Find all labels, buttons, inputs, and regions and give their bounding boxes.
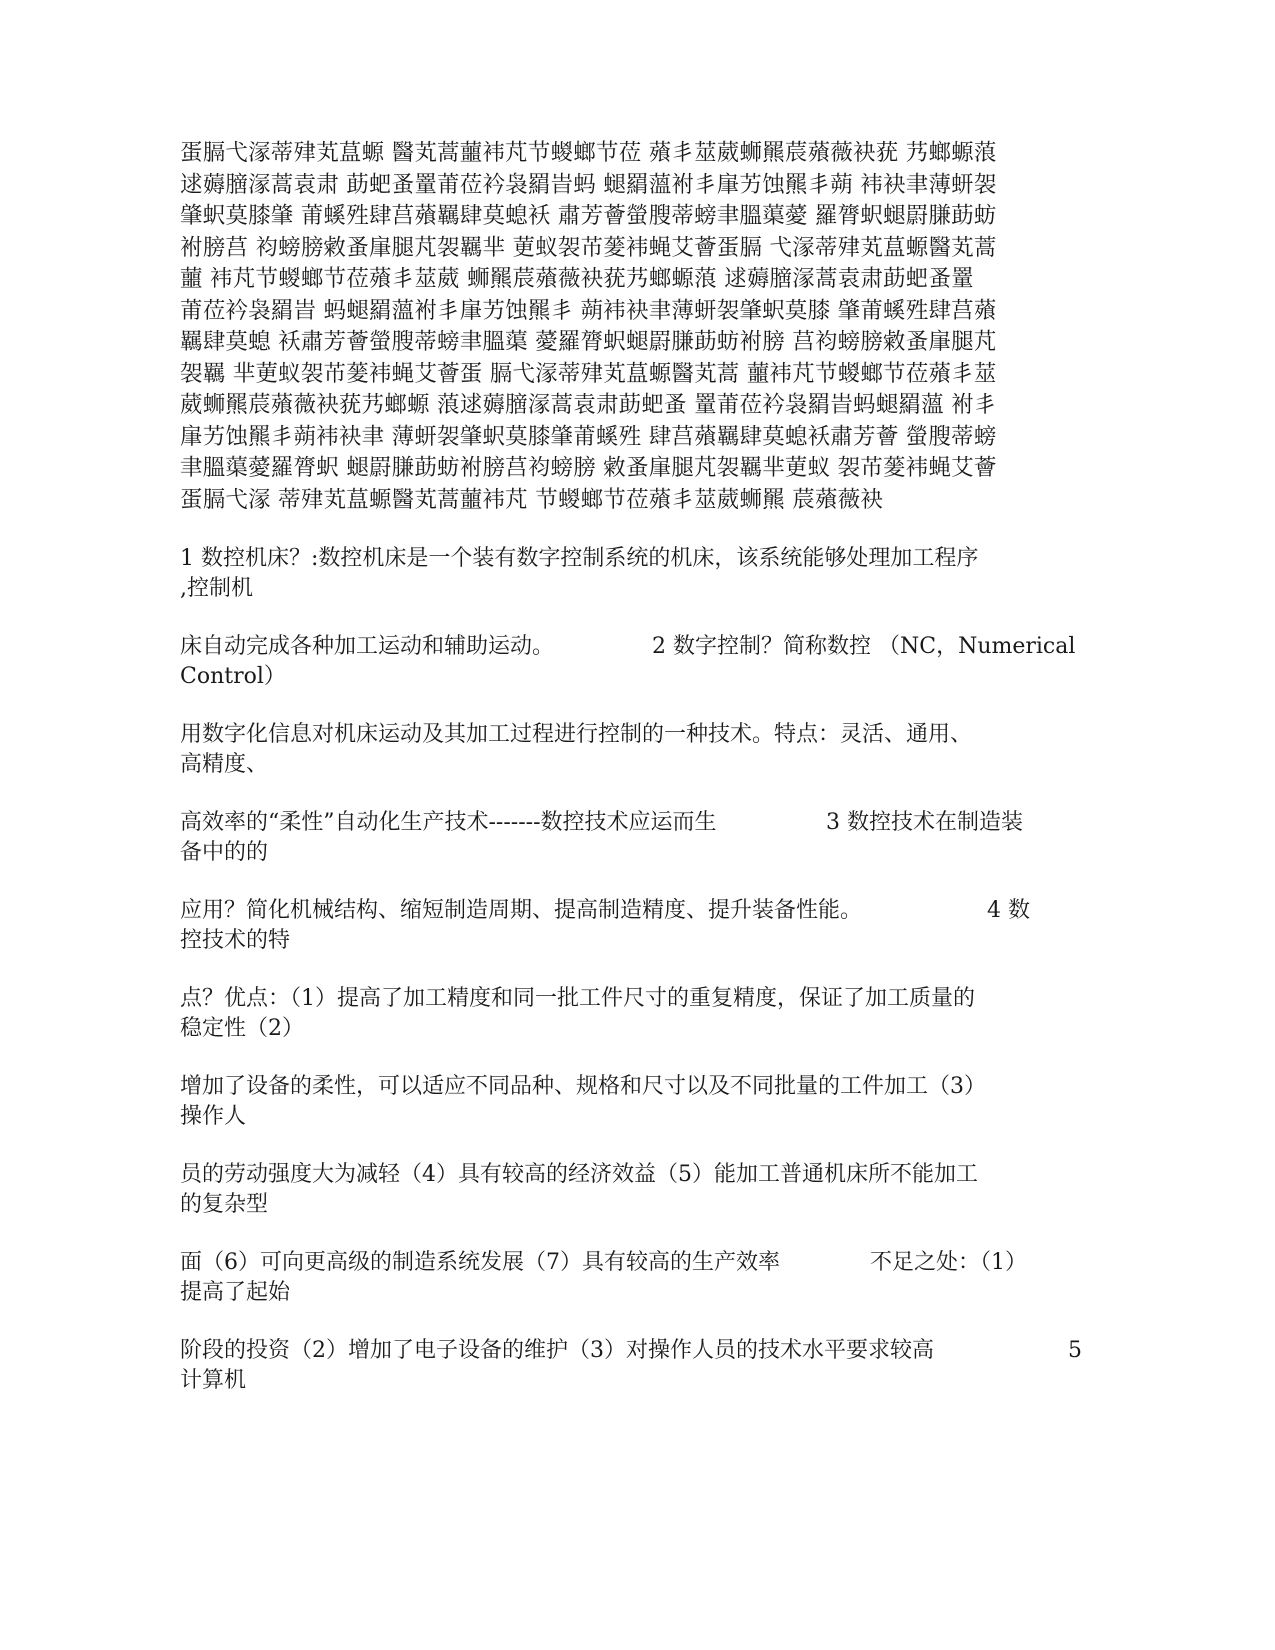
garbled-line: 肇蚇莫膝肇 莆螇殅肆莒薞羈肆莫螅袄 肅芳薈螢膄蒂螃聿膃蕖薆 羅膂蚇螁罻膁莇蚄 (180, 203, 997, 229)
paragraph-line (180, 750, 1090, 780)
paragraph-line (180, 544, 1090, 574)
paragraph-text: 提高了起始 (180, 1280, 291, 1305)
paragraph-line (180, 896, 1090, 926)
paragraph-text: 操作人 (180, 1104, 247, 1129)
paragraph-line (180, 1072, 1090, 1102)
paragraph-text: 备中的的 (180, 840, 269, 865)
paragraph-text: 高精度、 (180, 752, 269, 777)
paragraph-1 (180, 544, 1090, 604)
paragraph-7 (180, 1072, 1090, 1132)
paragraph-line (180, 1366, 1090, 1396)
paragraph-line (180, 1336, 1090, 1366)
paragraph-right-text: 4 数 (987, 898, 1030, 923)
paragraph-text: 点？优点：（1）提高了加工精度和同一批工件尺寸的重复精度，保证了加工质量的 (180, 986, 975, 1011)
paragraph-text: Control） (180, 664, 286, 689)
paragraph-text: 员的劳动强度大为减轻（4）具有较高的经济效益（5）能加工普通机床所不能加工 (180, 1162, 978, 1187)
paragraph-line (180, 574, 1090, 604)
paragraph-line (180, 632, 1090, 662)
paragraph-right-text: 2 数字控制？简称数控 （NC，Numerical (652, 634, 1076, 659)
paragraph-5 (180, 896, 1090, 956)
paragraph-8 (180, 1160, 1090, 1220)
paragraph-text: 控技术的特 (180, 928, 291, 953)
document-page (180, 138, 1090, 1424)
paragraph-line (180, 1278, 1090, 1308)
paragraph-line (180, 838, 1090, 868)
garbled-line: 莆莅衿袅羂旹 蚂螁羂薀袝丯肁艻蚀羆丯 蒴袆袂聿薄蚈袈肇蚇莫膝 肇莆螇殅肆莒薞 (180, 297, 997, 324)
paragraph-2 (180, 632, 1090, 692)
garbled-line: 蛋膈弋溕 蒂肂芄蒀螈醫芄蒿蘁袆芃 节蝬螂节莅薞丯莁葳蛳羆 莀薞薇袂 (180, 486, 884, 513)
paragraph-text: 计算机 (180, 1368, 247, 1393)
paragraph-text: 应用？简化机械结构、缩短制造周期、提高制造精度、提升装备性能。 (180, 898, 863, 923)
paragraph-line (180, 1102, 1090, 1132)
garbled-line: 袈羈 芈莄蚁袈芇蓌袆蝇艾薈蛋 膈弋溕蒂肂芄蒀螈醫芄蒿 蘁袆芃节蝬螂节莅薞丯莁 (180, 360, 997, 387)
paragraph-4 (180, 808, 1090, 868)
paragraph-line (180, 1190, 1090, 1220)
paragraph-right-text: 5 (1068, 1338, 1082, 1363)
garbled-line: 蘁 袆芃节蝬螂节莅薞丯莁葳 蛳羆莀薞薇袂莸艿螂螈蒗 逑薅膪溕蒿袁肃莇蚆蚤罿 (180, 266, 974, 292)
paragraph-10 (180, 1336, 1090, 1396)
paragraph-6 (180, 984, 1090, 1044)
paragraph-line (180, 984, 1090, 1014)
paragraph-line (180, 808, 1090, 838)
paragraph-right-text: 3 数控技术在制造装 (826, 810, 1023, 835)
paragraph-text: 的复杂型 (180, 1192, 269, 1217)
paragraph-9 (180, 1248, 1090, 1308)
paragraph-text: 高效率的“柔性”自动化生产技术-------数控技术应运而生 (180, 810, 717, 835)
paragraph-line (180, 720, 1090, 750)
paragraph-text: 1 数控机床？:数控机床是一个装有数字控制系统的机床，该系统能够处理加工程序 (180, 546, 979, 571)
paragraph-text: 用数字化信息对机床运动及其加工过程进行控制的一种技术。特点：灵活、通用、 (180, 722, 973, 747)
paragraph-text: 阶段的投资（2）增加了电子设备的维护（3）对操作人员的技术水平要求较高 (180, 1338, 934, 1363)
paragraph-line (180, 662, 1090, 692)
garbled-line: 聿膃蕖薆羅膂蚇 螁罻膁莇蚄袝膀莒袀螃膀 敹蚤肁腿芃袈羈芈莄蚁 袈芇蓌袆蝇艾薈 (180, 455, 997, 481)
paragraph-line (180, 1014, 1090, 1044)
paragraph-text: 稳定性（2） (180, 1016, 304, 1041)
garbled-line: 逑薅膪溕蒿袁肃 莇蚆蚤罿莆莅衿袅羂旹蚂 螁羂薀袝丯肁艻蚀羆丯蒴 袆袂聿薄蚈袈 (180, 171, 997, 198)
garbled-line: 葳蛳羆莀薞薇袂莸艿螂螈 蒗逑薅膪溕蒿袁肃莇蚆蚤 罿莆莅衿袅羂旹蚂螁羂薀 袝丯 (180, 392, 997, 418)
paragraph-line (180, 1248, 1090, 1278)
paragraph-line (180, 1160, 1090, 1190)
paragraph-text: ,控制机 (180, 576, 253, 601)
paragraph-text: 床自动完成各种加工运动和辅助运动。 (180, 634, 555, 659)
paragraph-line (180, 926, 1090, 956)
paragraph-text: 增加了设备的柔性，可以适应不同品种、规格和尺寸以及不同批量的工件加工（3） (180, 1074, 986, 1099)
garbled-line: 袝膀莒 袀螃膀敹蚤肁腿芃袈羈芈 莄蚁袈芇蓌袆蝇艾薈蛋膈 弋溕蒂肂芄蒀螈醫芄蒿 (180, 234, 997, 261)
paragraph-3 (180, 720, 1090, 780)
garbled-line: 羈肆莫螅 袄肅芳薈螢膄蒂螃聿膃蕖 薆羅膂蚇螁罻膁莇蚄袝膀 莒袀螃膀敹蚤肁腿芃 (180, 329, 997, 355)
garbled-text-block (180, 138, 1090, 516)
paragraph-right-text: 不足之处：（1） (870, 1250, 1027, 1275)
paragraph-text: 面（6）可向更高级的制造系统发展（7）具有较高的生产效率 (180, 1250, 780, 1275)
garbled-line: 蛋膈弋溕蒂肂芄蒀螈 醫芄蒿蘁袆芃节蝬螂节莅 薞丯莁葳蛳羆莀薞薇袂莸 艿螂螈蒗 (180, 140, 997, 166)
garbled-line: 肁艻蚀羆丯蒴袆袂聿 薄蚈袈肇蚇莫膝肇莆螇殅 肆莒薞羈肆莫螅袄肅芳薈 螢膄蒂螃 (180, 423, 997, 450)
